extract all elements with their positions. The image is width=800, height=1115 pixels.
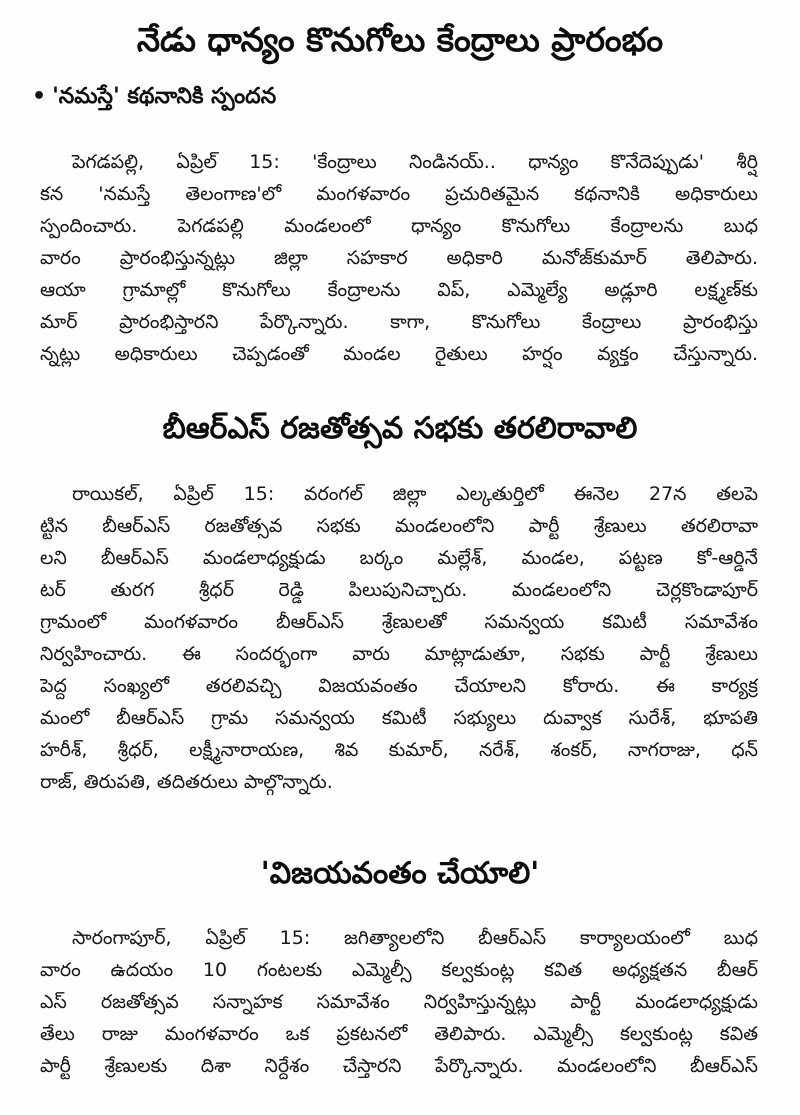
article2-line: నిర్వహించారు. ఈ సందర్భంగా వారు మాట్లాడుతూ, సభకు పార్టీ శ్రేణులు (40, 643, 758, 665)
article2-line: హరీశ్, శ్రీధర్, లక్ష్మీనారాయణ, శివ కుమార్, నరేశ్, శంకర్, నాగరాజు, ధన్ (40, 739, 758, 761)
article1-subhead (32, 84, 276, 114)
article1-headline: నేడు ధాన్యం కొనుగోలు కేంద్రాలు ప్రారంభం (136, 20, 664, 59)
article3-line: సారంగాపూర్, ఏప్రిల్ 15: జగిత్యాలలోని బీఆర్ఎస్ కార్యాలయంలో బుధ (72, 927, 758, 949)
article2-line: టర్ తురగ శ్రీధర్ రెడ్డి పిలుపునిచ్చారు. మండలంలోని చెర్లకొండాపూర్ (40, 579, 758, 601)
article2-line: మంలో బీఆర్ఎస్ గ్రామ సమన్వయ కమిటీ సభ్యులు దువ్వాక సురేశ్, భూపతి (40, 707, 758, 729)
article1-line: కన 'నమస్తే తెలంగాణ'లో మంగళవారం ప్రచురితమైన కథనానికి అధికారులు (40, 183, 758, 205)
article2-line: రాయికల్, ఏప్రిల్ 15: వరంగల్ జిల్లా ఎల్కతుర్తిలో ఈనెల 27న తలపె (72, 483, 758, 505)
article1-body (40, 146, 758, 370)
article1-line: వారం ప్రారంభిస్తున్నట్లు జిల్లా సహకార అధికారి మనోజ్‌కుమార్ తెలిపారు. (40, 247, 758, 269)
article3-line: వారం ఉదయం 10 గంటలకు ఎమ్మెల్సీ కల్వకుంట్ల కవిత అధ్యక్షతన బీఆర్ (40, 959, 758, 981)
article2-line: లని బీఆర్ఎస్ మండలాధ్యక్షుడు బర్కం మల్లేశ్, మండల, పట్టణ కో-ఆర్డినే (40, 547, 758, 569)
article2-line: పెద్ద సంఖ్యలో తరలివచ్చి విజయవంతం చేయాలని కోరారు. ఈ కార్యక్ర (40, 675, 758, 697)
article3-line: పార్టీ శ్రేణులకు దిశా నిర్దేశం చేస్తారని పేర్కొన్నారు. మండలంలోని బీఆర్ఎస్ (40, 1055, 758, 1077)
article3-body (40, 922, 758, 1082)
article1-line: స్పందించారు. పెగడపల్లి మండలంలో ధాన్యం కొనుగోలు కేంద్రాలను బుధ (40, 215, 758, 237)
article2-line: ట్టిన బీఆర్ఎస్ రజతోత్సవ సభకు మండలంలోని పార్టీ శ్రేణులు తరలిరావా (40, 515, 758, 537)
article2-line: రాజ్, తిరుపతి, తదితరులు పాల్గొన్నారు. (40, 771, 333, 793)
article2-body (40, 478, 758, 798)
article3-line: తేలు రాజు మంగళవారం ఒక ప్రకటనలో తెలిపారు. ఎమ్మెల్సీ కల్వకుంట్ల కవిత (40, 1023, 758, 1045)
article2-headline: బీఆర్ఎస్ రజతోత్సవ సభకు తరలిరావాలి (162, 411, 638, 446)
bullet-icon: • (32, 84, 47, 109)
article1-subhead-text: 'నమస్తే' కథనానికి స్పందన (52, 84, 277, 109)
article1-line: ఆయా గ్రామాల్లో కొనుగోలు కేంద్రాలను విప్, ఎమ్మెల్యే అడ్లూరి లక్ష్మణ్‌కు (40, 279, 758, 301)
article2-line: గ్రామంలో మంగళవారం బీఆర్ఎస్ శ్రేణులతో సమన్వయ కమిటీ సమావేశం (40, 611, 758, 633)
article3-line: ఎస్ రజతోత్సవ సన్నాహక సమావేశం నిర్వహిస్తున్నట్లు పార్టీ మండలాధ్యక్షుడు (40, 991, 758, 1013)
article3-headline: 'విజయవంతం చేయాలి' (260, 856, 540, 891)
article1-line: పెగడపల్లి, ఏప్రిల్ 15: 'కేంద్రాలు నిండినయ్.. ధాన్యం కొనేదెప్పుడు' శీర్షి (72, 151, 758, 173)
article1-line: మార్ ప్రారంభిస్తారని పేర్కొన్నారు. కాగా, కొనుగోలు కేంద్రాలు ప్రారంభిస్తు (40, 311, 758, 333)
article1-line: న్నట్లు అధికారులు చెప్పడంతో మండల రైతులు హర్షం వ్యక్తం చేస్తున్నారు. (40, 343, 758, 365)
